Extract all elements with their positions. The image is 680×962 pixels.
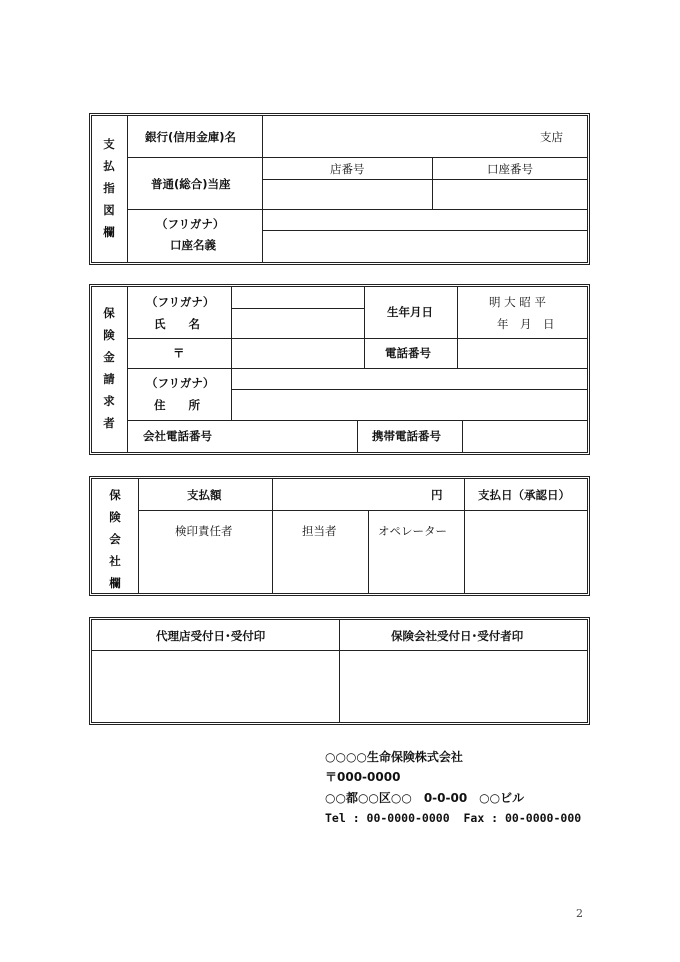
account-holder-label: 口座名義 xyxy=(170,238,216,252)
divider xyxy=(231,308,364,309)
company-postal: 〒000-0000 xyxy=(325,770,401,784)
divider xyxy=(231,287,232,420)
phone-label: 電話番号 xyxy=(385,346,431,360)
account-no-label: 口座番号 xyxy=(487,162,533,176)
branch-suffix: 支店 xyxy=(540,130,563,144)
name-label: 氏 名 xyxy=(154,317,200,331)
payment-section-label: 支 払 指 図 欄 xyxy=(103,137,115,239)
branch-no-label: 店番号 xyxy=(330,162,365,176)
amount-label: 支払額 xyxy=(187,488,222,502)
era-options: 明 大 昭 平 xyxy=(489,295,546,309)
company-receipt-label: 保険会社受付日･受付者印 xyxy=(391,629,524,643)
staff-label: 担当者 xyxy=(302,524,337,538)
dob-label: 生年月日 xyxy=(387,305,433,319)
divider xyxy=(432,157,433,209)
mobile-phone-label: 携帯電話番号 xyxy=(372,429,441,443)
company-name: ○○○○生命保険株式会社 xyxy=(325,750,463,764)
divider xyxy=(339,620,340,722)
company-contact: Tel : 00-0000-0000 Fax : 00-0000-000 xyxy=(325,811,582,825)
holder-furigana-label: （フリガナ） xyxy=(156,217,225,231)
divider xyxy=(457,287,458,368)
divider xyxy=(464,479,465,593)
claimant-section-label: 保 険 金 請 求 者 xyxy=(103,306,115,430)
divider xyxy=(262,230,587,231)
postal-mark: 〒 xyxy=(173,346,185,360)
name-furigana-label: （フリガナ） xyxy=(146,295,215,309)
divider xyxy=(127,338,587,339)
divider xyxy=(368,510,369,593)
agency-receipt-label: 代理店受付日･受付印 xyxy=(156,629,266,643)
divider xyxy=(272,479,273,593)
divider xyxy=(231,389,587,390)
page-number: 2 xyxy=(576,907,583,920)
pay-date-label: 支払日（承認日） xyxy=(478,488,570,502)
divider xyxy=(364,287,365,368)
divider xyxy=(357,420,358,452)
account-type-label: 普通(総合)当座 xyxy=(151,177,231,191)
divider xyxy=(127,368,587,369)
operator-label: オペレーター xyxy=(378,524,447,538)
divider xyxy=(138,510,587,511)
company-street: ○○都○○区○○ 0-0-00 ○○ビル xyxy=(325,791,525,805)
address-label: 住 所 xyxy=(154,398,200,412)
yen-label: 円 xyxy=(431,488,443,502)
divider xyxy=(127,157,587,158)
inspector-label: 検印責任者 xyxy=(175,524,233,538)
address-furigana-label: （フリガナ） xyxy=(146,376,215,390)
bank-name-label: 銀行(信用金庫)名 xyxy=(145,130,237,144)
divider xyxy=(262,179,587,180)
divider xyxy=(262,116,263,262)
divider xyxy=(127,116,128,262)
divider xyxy=(127,287,128,452)
divider xyxy=(127,209,587,210)
insurer-section-label: 保 険 会 社 欄 xyxy=(109,488,121,590)
ymd-label: 年 月 日 xyxy=(497,317,555,331)
work-phone-label: 会社電話番号 xyxy=(143,429,212,443)
divider xyxy=(138,479,139,593)
divider xyxy=(462,420,463,452)
